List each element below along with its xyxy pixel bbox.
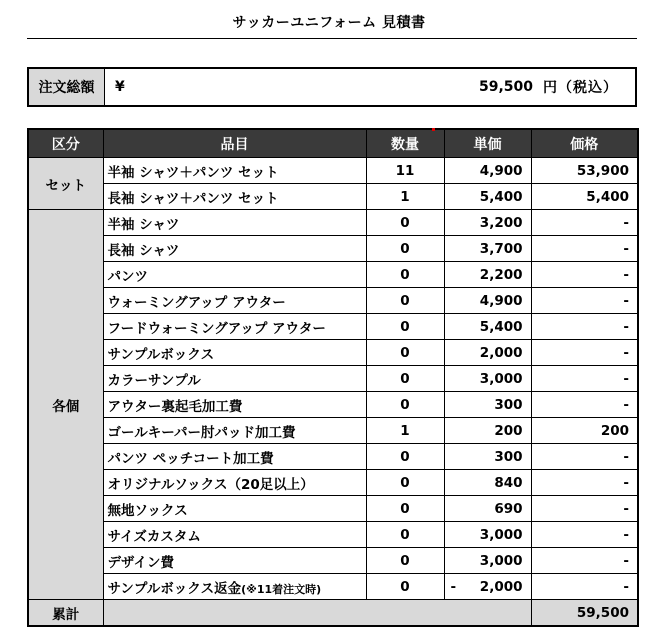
item-price: - — [531, 262, 638, 288]
table-row — [28, 262, 638, 288]
item-unit-price: 300 — [444, 444, 531, 470]
cell-comment-marker — [432, 128, 435, 131]
table-row — [28, 184, 638, 210]
table-row — [28, 444, 638, 470]
header-price: 価格 — [531, 129, 638, 158]
total-spacer — [103, 600, 531, 627]
category-each: 各個 — [28, 210, 103, 600]
item-qty[interactable]: 0 — [366, 366, 444, 392]
item-price: - — [531, 574, 638, 600]
item-qty[interactable]: 0 — [366, 288, 444, 314]
table-body — [28, 158, 638, 627]
item-name: カラーサンプル — [103, 366, 366, 392]
item-qty[interactable]: 11 — [366, 158, 444, 184]
table-row — [28, 158, 638, 184]
item-name: 無地ソックス — [103, 496, 366, 522]
table-row — [28, 340, 638, 366]
item-qty[interactable]: 0 — [366, 314, 444, 340]
table-row — [28, 366, 638, 392]
page-title: サッカーユニフォーム 見積書 — [232, 15, 426, 31]
item-price: - — [531, 470, 638, 496]
table-row — [28, 496, 638, 522]
order-total-unit: 円（税込） — [543, 80, 618, 96]
order-total-amount: 59,500 — [478, 79, 533, 95]
item-name: デザイン費 — [103, 548, 366, 574]
item-qty[interactable]: 0 — [366, 470, 444, 496]
total-label: 累計 — [28, 600, 103, 627]
item-qty[interactable]: 0 — [366, 236, 444, 262]
item-unit-price: 4,900 — [444, 288, 531, 314]
table-row — [28, 210, 638, 236]
item-name: パンツ — [103, 262, 366, 288]
negative-sign: - — [450, 578, 457, 595]
item-unit-price: 690 — [444, 496, 531, 522]
refund-unit-price-value: 2,000 — [479, 578, 523, 595]
item-name: ウォーミングアップ アウター — [103, 288, 366, 314]
category-set: セット — [28, 158, 103, 210]
header-item: 品目 — [103, 129, 366, 158]
item-price: 53,900 — [531, 158, 638, 184]
order-total-label: 注文総額 — [29, 69, 105, 105]
item-qty[interactable]: 1 — [366, 184, 444, 210]
order-total-summary — [27, 67, 637, 107]
item-qty[interactable]: 0 — [366, 574, 444, 600]
currency-symbol: ¥ — [115, 79, 125, 95]
table-row — [28, 574, 638, 600]
refund-item-note: (※11着注文時) — [241, 582, 322, 596]
item-price: - — [531, 366, 638, 392]
item-qty[interactable]: 0 — [366, 522, 444, 548]
estimate-table — [27, 128, 639, 627]
item-unit-price: 3,000 — [444, 548, 531, 574]
total-row — [28, 600, 638, 627]
item-price: - — [531, 340, 638, 366]
table-row — [28, 522, 638, 548]
item-unit-price: 2,000 — [444, 340, 531, 366]
item-name: 長袖 シャツ — [103, 236, 366, 262]
item-name: ゴールキーパー肘パッド加工費 — [103, 418, 366, 444]
item-unit-price: 2,200 — [444, 262, 531, 288]
item-name: オリジナルソックス（20足以上） — [103, 470, 366, 496]
item-name: パンツ ペッチコート加工費 — [103, 444, 366, 470]
total-value: 59,500 — [531, 600, 638, 627]
item-price: - — [531, 314, 638, 340]
header-unit-price: 単価 — [444, 129, 531, 158]
item-unit-price: 3,200 — [444, 210, 531, 236]
item-name: サンプルボックス — [103, 340, 366, 366]
item-unit-price: 300 — [444, 392, 531, 418]
item-unit-price: 5,400 — [444, 184, 531, 210]
table-row — [28, 418, 638, 444]
item-price: 200 — [531, 418, 638, 444]
item-unit-price: 5,400 — [444, 314, 531, 340]
item-unit-price: 840 — [444, 470, 531, 496]
item-qty[interactable]: 0 — [366, 548, 444, 574]
item-price: - — [531, 548, 638, 574]
item-unit-price — [444, 574, 531, 600]
item-price: - — [531, 444, 638, 470]
item-qty[interactable]: 0 — [366, 340, 444, 366]
item-name: サイズカスタム — [103, 522, 366, 548]
item-price: 5,400 — [531, 184, 638, 210]
item-unit-price: 200 — [444, 418, 531, 444]
item-price: - — [531, 236, 638, 262]
table-row — [28, 392, 638, 418]
table-row — [28, 288, 638, 314]
item-name: 長袖 シャツ＋パンツ セット — [103, 184, 366, 210]
item-name: アウター裏起毛加工費 — [103, 392, 366, 418]
item-price: - — [531, 392, 638, 418]
item-unit-price: 4,900 — [444, 158, 531, 184]
item-unit-price: 3,000 — [444, 522, 531, 548]
item-unit-price: 3,700 — [444, 236, 531, 262]
item-price: - — [531, 522, 638, 548]
item-price: - — [531, 210, 638, 236]
title-underline — [27, 38, 637, 39]
item-qty[interactable]: 1 — [366, 418, 444, 444]
item-qty[interactable]: 0 — [366, 444, 444, 470]
item-name: 半袖 シャツ — [103, 210, 366, 236]
header-category: 区分 — [28, 129, 103, 158]
item-qty[interactable]: 0 — [366, 496, 444, 522]
item-name — [103, 574, 366, 600]
item-qty[interactable]: 0 — [366, 392, 444, 418]
table-row — [28, 314, 638, 340]
header-qty: 数量 — [366, 129, 444, 158]
table-row — [28, 548, 638, 574]
table-header-row — [28, 129, 638, 158]
item-name: 半袖 シャツ＋パンツ セット — [103, 158, 366, 184]
item-qty[interactable]: 0 — [366, 210, 444, 236]
table-row — [28, 470, 638, 496]
refund-item-label: サンプルボックス返金 — [107, 580, 242, 597]
item-unit-price: 3,000 — [444, 366, 531, 392]
table-row — [28, 236, 638, 262]
item-name: フードウォーミングアップ アウター — [103, 314, 366, 340]
item-price: - — [531, 288, 638, 314]
item-price: - — [531, 496, 638, 522]
item-qty[interactable]: 0 — [366, 262, 444, 288]
